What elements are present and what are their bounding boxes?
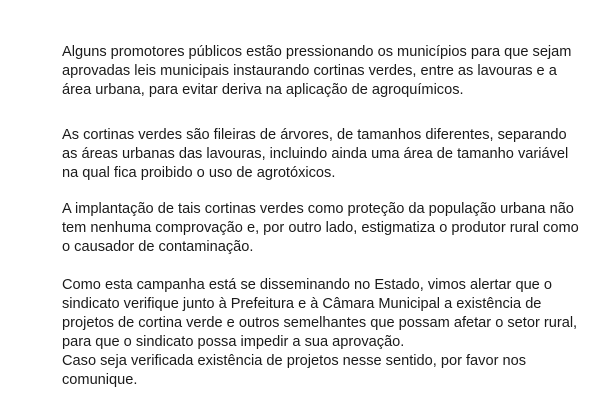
paragraph-line: As cortinas verdes são fileiras de árvores, de tamanhos diferentes, separando [62,127,567,143]
paragraph-line: para que o sindicato possa impedir a sua aprovação. [62,334,405,350]
paragraph-line: sindicato verifique junto à Prefeitura e à Câmara Municipal a existência de [62,296,542,312]
paragraph-line: Caso seja verificada existência de projetos nesse sentido, por favor nos [62,353,527,369]
paragraph-campanha-alerta [62,276,584,390]
paragraph-line: comunique. [62,372,138,388]
paragraph-line: Alguns promotores públicos estão pressionando os municípios para que sejam [62,44,572,60]
paragraph-line: na qual fica proibido o uso de agrotóxicos. [62,165,336,181]
paragraph-line: o causador de contaminação. [62,239,254,255]
paragraph-line: área urbana, para evitar deriva na aplicação de agroquímicos. [62,82,464,98]
cropped-heading [62,0,212,4]
paragraph-implantacao [62,200,584,257]
paragraph-line: projetos de cortina verde e outros semelhantes que possam afetar o setor rural, [62,315,578,331]
paragraph-line: A implantação de tais cortinas verdes como proteção da população urbana não [62,201,574,217]
paragraph-line: as áreas urbanas das lavouras, incluindo ainda uma área de tamanho variável [62,146,569,162]
paragraph-line: tem nenhuma comprovação e, por outro lado, estigmatiza o produtor rural como [62,220,579,236]
paragraph-cortinas-definicao [62,126,584,183]
paragraph-line: aprovadas leis municipais instaurando cortinas verdes, entre as lavouras e a [62,63,557,79]
paragraph-promotores [62,43,584,100]
paragraph-line: Como esta campanha está se disseminando no Estado, vimos alertar que o [62,277,552,293]
